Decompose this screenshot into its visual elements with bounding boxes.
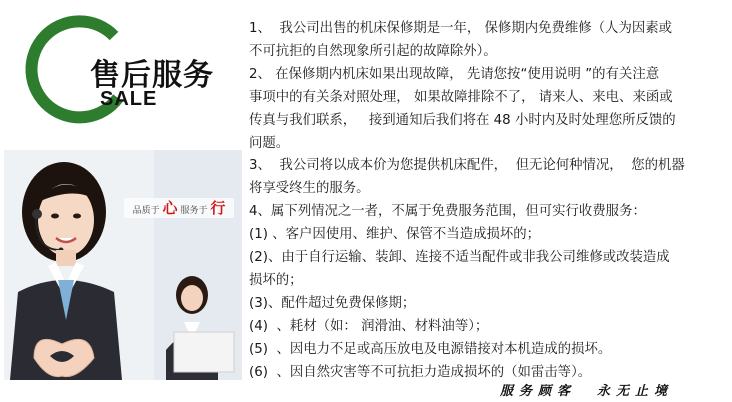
customer-service-photo [4, 150, 242, 380]
policy-line: 损坏的； [249, 272, 303, 288]
after-sales-policy [249, 18, 727, 385]
policy-line: 3、 我公司将以成本价为您提供机床配件， 但无论何种情况， 您的机器 [249, 158, 685, 174]
banner-mid-text: 服务于 [180, 206, 208, 216]
policy-line: 事项中的有关条对照处理， 如果故障排除不了， 请来人、来电、来函或 [249, 89, 673, 105]
logo-subtitle: SALE [100, 88, 158, 110]
policy-line: (5) 、因电力不足或高压放电及电源错接对本机造成的损坏。 [249, 341, 612, 357]
policy-line: 1、 我公司出售的机床保修期是一年， 保修期内免费维修（人为因素或 [249, 21, 673, 36]
policy-line: (2)、由于自行运输、装卸、连接不适当配件或非我公司维修或改装造成 [249, 250, 670, 266]
policy-line: (1) 、客户因使用、维护、保管不当造成损坏的； [249, 227, 541, 243]
after-sales-logo [18, 14, 218, 134]
policy-line: 2、 在保修期内机床如果出现故障， 先请您按“使用说明 ”的有关注意 [249, 66, 660, 82]
service-banner [124, 198, 234, 218]
policy-line: 4、属下列情况之一者，不属于免费服务范围，但可实行收费服务： [249, 204, 646, 220]
policy-line: (4) 、耗材（如： 润滑油、材料油等）； [249, 318, 489, 334]
policy-line: 问题。 [249, 135, 290, 151]
policy-line: (3)、配件超过免费保修期； [249, 295, 416, 311]
policy-line: 传真与我们联系， 接到通知后我们将在 48 小时内及时处理您所反馈的 [249, 112, 676, 128]
policy-line: 不可抗拒的自然现象所引起的故障除外）。 [249, 43, 497, 59]
policy-line: 将享受终生的服务。 [249, 181, 370, 197]
service-motto: 服务顾客 永无止境 [500, 384, 674, 399]
banner-heart-text: 心 [162, 199, 178, 217]
customer-service-illustration [4, 150, 242, 380]
banner-left-text: 品质于 [132, 206, 160, 216]
banner-right-text: 行 [210, 199, 226, 217]
policy-line: (6) 、因自然灾害等不可抗拒力造成损坏的（如雷击等）。 [249, 364, 592, 380]
logo-title: 售后服务 [90, 58, 214, 93]
